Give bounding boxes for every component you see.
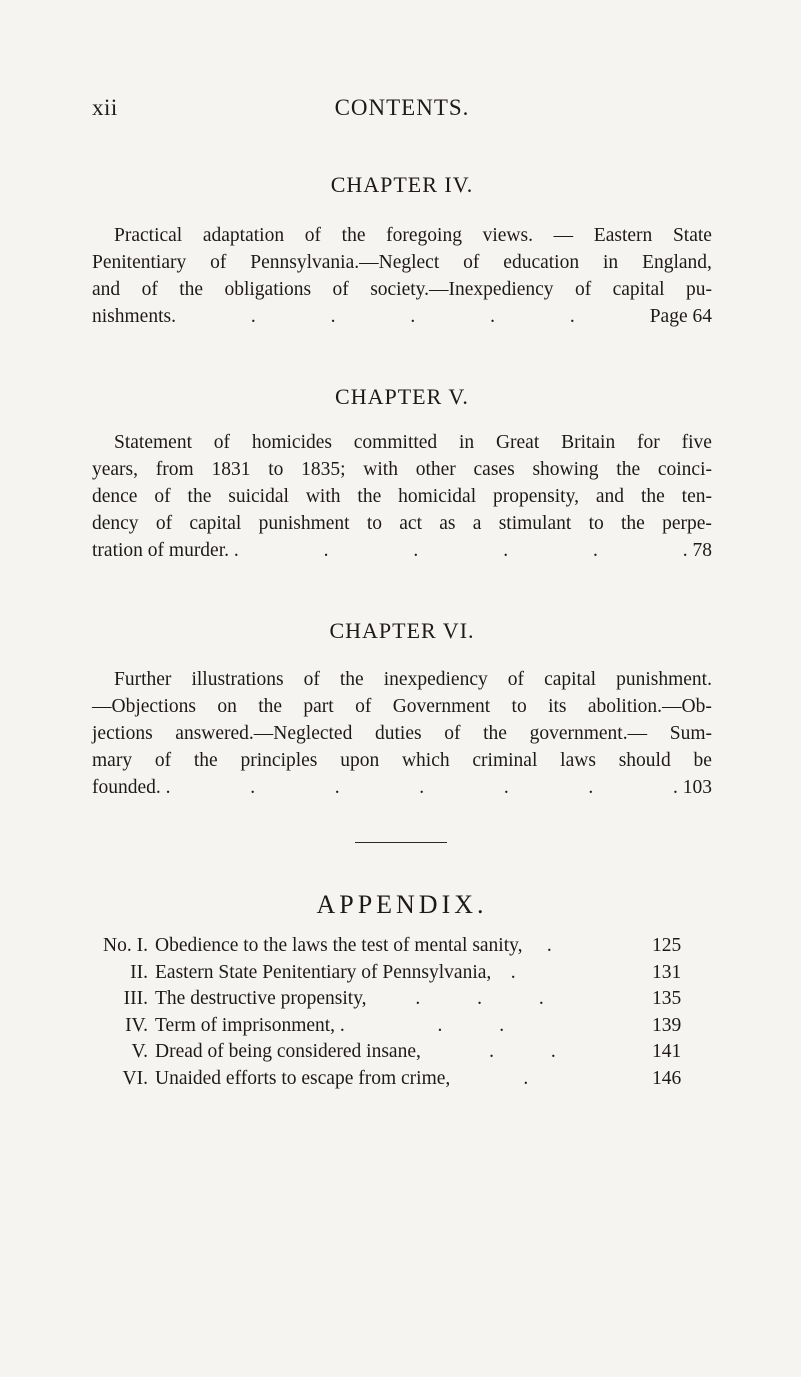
appendix-title: Eastern State Penitentiary of Pennsylvania, <box>155 961 492 983</box>
chapter-heading-iv: CHAPTER IV. <box>330 172 474 197</box>
appendix-number: V. <box>131 1041 148 1062</box>
summary-line: dency of capital punishment to act as a stimulant to the perpe- <box>92 513 712 534</box>
page-title: CONTENTS. <box>334 95 470 120</box>
chapter-vi-summary <box>92 666 712 801</box>
appendix-item <box>86 1015 686 1042</box>
dot-leader: . <box>523 1067 529 1089</box>
appendix-title: The destructive propensity, <box>155 988 367 1009</box>
dot-leader: . . <box>489 1041 556 1062</box>
appendix-list <box>86 935 686 1094</box>
chapter-iv-summary <box>92 222 712 330</box>
appendix-heading: APPENDIX. <box>316 890 488 919</box>
summary-line: mary of the principles upon which criminal laws should be <box>92 750 712 771</box>
summary-line: years, from 1831 to 1835; with other cases showing the coinci- <box>92 459 712 480</box>
appendix-page: 139 <box>652 1014 682 1036</box>
summary-line: Penitentiary of Pennsylvania.—Neglect of education in England, <box>92 252 712 273</box>
appendix-number: III. <box>123 988 148 1009</box>
page-folio: xii <box>92 95 118 120</box>
appendix-page: 141 <box>652 1041 682 1062</box>
page-reference: . 78 <box>682 540 712 561</box>
summary-line: nishments. . . . . . Page 64 <box>92 303 712 330</box>
appendix-page: 125 <box>652 935 682 956</box>
summary-line: tration of murder. . . . . . . 78 <box>92 537 712 564</box>
appendix-page: 135 <box>652 988 682 1009</box>
appendix-page: 146 <box>652 1067 682 1089</box>
appendix-number: VI. <box>122 1067 148 1089</box>
dot-leader: . . <box>437 1014 505 1036</box>
appendix-number: II. <box>130 961 148 983</box>
appendix-item <box>86 962 686 989</box>
appendix-item <box>86 935 686 962</box>
appendix-item <box>86 988 686 1015</box>
summary-line: and of the obligations of society.—Inexpediency of capital pu- <box>92 279 712 300</box>
running-head <box>92 95 712 127</box>
dot-leader: . . . <box>415 988 544 1009</box>
summary-line: Statement of homicides committed in Great Britain for five <box>114 432 712 453</box>
chapter-heading-vi: CHAPTER VI. <box>329 618 475 643</box>
appendix-page: 131 <box>652 961 682 983</box>
chapter-heading-v: CHAPTER V. <box>335 384 469 409</box>
appendix-number: IV. <box>125 1014 148 1036</box>
summary-line: dence of the suicidal with the homicidal propensity, and the ten- <box>92 486 712 507</box>
page-reference: . 103 <box>672 777 712 798</box>
appendix-title: Dread of being considered insane, <box>155 1041 421 1062</box>
section-divider <box>355 842 447 843</box>
summary-line: founded. . . . . . . . 103 <box>92 774 712 801</box>
summary-line: jections answered.—Neglected duties of the government.— Sum- <box>92 723 712 744</box>
appendix-number: No. I. <box>103 935 148 956</box>
appendix-item <box>86 1041 686 1068</box>
page-reference: Page 64 <box>649 306 712 327</box>
summary-line: Practical adaptation of the foregoing views. — Eastern State <box>114 225 712 246</box>
dot-leader: . <box>546 935 552 956</box>
summary-line: —Objections on the part of Government to its abolition.—Ob- <box>92 696 712 717</box>
chapter-v-summary <box>92 429 712 564</box>
appendix-title: Unaided efforts to escape from crime, <box>155 1067 451 1089</box>
summary-line: Further illustrations of the inexpediency of capital punishment. <box>114 669 712 690</box>
appendix-item <box>86 1068 686 1095</box>
dot-leader: . <box>510 961 516 983</box>
appendix-title: Term of imprisonment, . <box>155 1014 345 1036</box>
appendix-title: Obedience to the laws the test of mental sanity, <box>155 935 523 956</box>
